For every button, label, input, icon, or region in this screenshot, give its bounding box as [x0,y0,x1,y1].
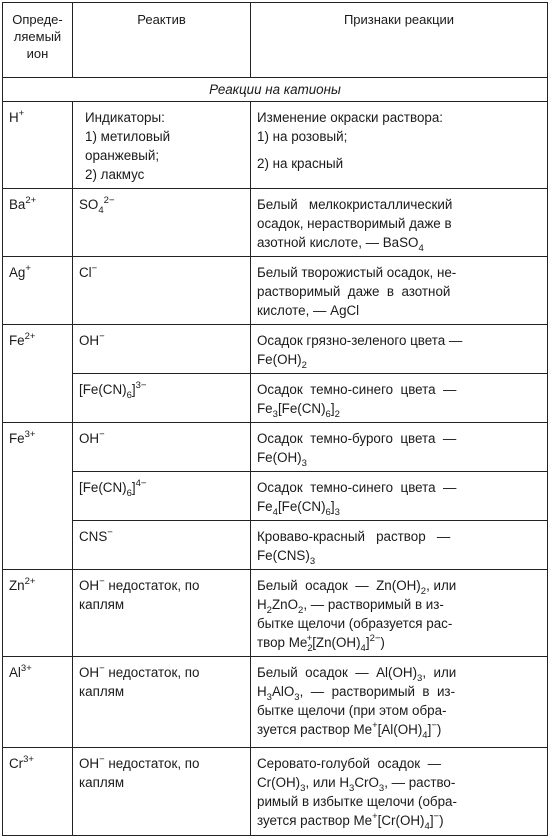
ion-symbol: Zn [9,578,25,593]
ion-cell [3,257,73,325]
sign-line: Серовато-голубой осадок — [257,756,441,771]
formula-subscript: 3 [309,556,316,567]
table-row [3,325,548,374]
sign-text: зуется раствор Me [257,722,373,737]
header-ion-line: Опреде- [12,12,63,27]
signs-cell [251,521,548,570]
sign-text: твор Me [257,635,308,650]
sign-line: Изменение окраски раствора: [257,110,444,125]
sign-line: бытке щелочи (при этом обра- [257,703,447,718]
reagent-formula: OH [79,578,100,593]
reagent-charge: − [99,331,105,342]
sign-text: CrO [354,775,379,790]
header-ion-line: ляемый [13,29,62,44]
sign-text: , — раство- [384,775,456,790]
reagent-formula: SO [79,197,99,212]
sign-line: Осадок грязно-зеленого цвета — [257,333,463,348]
reagent-charge: − [107,527,113,538]
reagent-formula: [Fe(CN) [79,382,127,397]
sign-text: ) [436,722,442,737]
formula-subscript: 4 [418,243,424,254]
table-row [3,657,548,748]
formula-subscript: 3 [349,783,355,794]
reagent-formula: ] [131,480,136,495]
signs-cell [251,325,548,374]
ion-cell [3,325,73,423]
reagent-cell [73,189,251,257]
sign-formula: Fe [257,401,273,416]
table-row [3,374,548,423]
signs-cell [251,472,548,521]
table-row [3,521,548,570]
sign-text: ] [427,722,432,737]
sign-line: Белый мелкокристаллический [257,197,453,212]
formula-subscript: 4 [422,730,428,741]
ion-charge: 2+ [25,195,37,206]
table-row [3,423,548,472]
table-row [3,472,548,521]
ion-cell [3,657,73,748]
ion-charge: 2+ [24,331,36,342]
ion-symbol: H [9,110,19,125]
reagent-charge: − [99,429,105,440]
header-ion [3,3,73,78]
signs-cell [251,748,548,836]
sign-line: азотной кислоте, — BaSO [257,235,419,250]
formula-subscript: 4 [272,507,278,518]
ion-cell [3,748,73,836]
formula-subscript: 6 [325,409,331,420]
formula-subscript: 6 [325,507,331,518]
formula-subscript: 3 [272,409,278,420]
ion-charge: + [25,263,31,274]
formula-subscript: 4 [424,821,430,832]
reagent-charge: − [99,576,105,587]
formula-subscript: 3 [266,692,272,703]
formula-subscript: 2 [420,586,427,597]
reagent-note: каплям [79,684,125,699]
section-row [3,78,548,102]
reagent-charge: − [99,754,105,765]
reagent-charge: 4− [135,478,147,489]
formula-charge: + [306,633,313,644]
formula-subscript: 3 [294,692,300,703]
formula-subscript: 6 [126,390,132,401]
sign-text: H [257,684,267,699]
reagent-charge: 2− [103,195,115,206]
reagent-charge: − [99,663,105,674]
reagent-subscript: 4 [98,205,104,216]
sign-text: , или [422,665,457,680]
signs-cell [251,570,548,657]
sign-line: Белый творожистый осадок, не- [257,265,457,280]
reagent-note: недостаток, по [108,756,200,771]
reagent-cell [73,472,251,521]
signs-cell [251,657,548,748]
formula-subscript: 3 [417,673,423,684]
table-row [3,257,548,325]
sign-text: Белый осадок — Al(OH) [257,665,418,680]
formula-subscript: 3 [300,783,306,794]
reagent-note: недостаток, по [108,578,200,593]
sign-text: H [257,597,267,612]
reagent-formula: Cl [79,265,92,280]
sign-text: , — растворимый в из- [303,597,444,612]
reagent-line: Индикаторы: [85,110,165,125]
reagent-formula: OH [79,665,100,680]
formula-subscript: 3 [301,458,307,469]
ion-symbol: Ba [9,197,26,212]
reagent-line: оранжевый; [85,148,160,163]
sign-line: римый в избытке щелочи (обра- [257,794,457,809]
sign-line: Осадок темно-синего цвета — [257,382,457,397]
header-reagent: Реактив [73,3,251,78]
ion-symbol: Cr [9,756,24,771]
reagent-cell [73,374,251,423]
ion-charge: 2+ [24,576,36,587]
signs-cell [251,102,548,189]
reagent-line: 1) метиловый [85,129,171,144]
formula-subscript: 2 [307,643,313,654]
sign-text: , — растворимый в из- [299,684,456,699]
reagent-formula: OH [79,431,100,446]
sign-line: растворимый даже в азотной [257,284,451,299]
formula-subscript: 2 [266,605,272,616]
ion-symbol: Fe [9,431,25,446]
sign-line: Осадок темно-бурого цвета — [257,431,457,446]
table-row [3,189,548,257]
sign-line: кислоте, — AgCl [257,303,360,318]
reagent-cell [73,325,251,374]
sign-text: зуется раствор Me [257,813,373,828]
formula-charge: + [372,811,378,822]
formula-subscript: 2 [334,409,340,420]
sign-text: ] [365,635,370,650]
reagent-formula: OH [79,333,100,348]
reagent-cell [73,657,251,748]
ion-charge: 3+ [20,663,32,674]
reagent-cell [73,748,251,836]
sign-formula: Fe [257,499,273,514]
ion-symbol: Ag [9,265,26,280]
header-ion-line: ион [26,46,49,61]
sign-text: , или [426,578,457,593]
sign-line: осадок, нерастворимый даже в [257,216,452,231]
sign-text: [Cr(OH) [377,813,425,828]
formula-charge: − [431,720,437,731]
ion-cell [3,570,73,657]
reagent-cell [73,102,251,189]
ion-cell [3,189,73,257]
reagent-cell [73,257,251,325]
reagent-note: каплям [79,597,125,612]
sign-text: ZnO [271,597,299,612]
table-row [3,102,548,189]
formula-subscript: 3 [334,507,340,518]
sign-formula: ] [330,401,335,416]
formula-charge: − [433,811,440,822]
ion-charge: 3+ [24,429,36,440]
sign-formula: [Fe(CN) [277,499,326,514]
sign-text: [Al(OH) [377,722,423,737]
reagent-formula: OH [79,756,100,771]
reagent-formula: ] [131,382,136,397]
signs-cell [251,189,548,257]
sign-text: Белый осадок — Zn(OH) [257,578,421,593]
sign-formula: ] [330,499,335,514]
reagent-note: каплям [79,775,125,790]
formula-subscript: 6 [126,488,132,499]
reagent-note: недостаток, по [108,665,200,680]
ion-cell [3,423,73,570]
formula-subscript: 2 [298,605,304,616]
signs-cell [251,257,548,325]
section-title: Реакции на катионы [3,78,548,102]
sign-line: 1) на розовый; [257,129,348,144]
sign-text: ] [429,813,434,828]
sign-formula: Fe(CNS) [257,548,310,563]
reagent-formula: [Fe(CN) [79,480,127,495]
reagent-line: 2) лакмус [85,167,145,182]
formula-charge: 2− [369,633,381,644]
ion-symbol: Fe [9,333,25,348]
signs-cell [251,374,548,423]
reagent-cell [73,570,251,657]
sign-text: ) [380,635,385,650]
formula-subscript: 4 [360,643,366,654]
ion-symbol: Al [9,665,21,680]
qualitative-reactions-table [2,2,548,836]
sign-text: , или H [305,775,350,790]
sign-text: ) [439,813,444,828]
sign-formula: Fe(OH) [257,450,302,465]
reagent-cell [73,423,251,472]
formula-subscript: 2 [301,360,307,371]
sign-formula: [Fe(CN) [277,401,326,416]
ion-cell [3,102,73,189]
sign-text: [Zn(OH) [312,635,361,650]
reagent-charge: 3− [135,380,147,391]
sign-line: Кроваво-красный раствор — [257,529,451,544]
header-row [3,3,548,78]
sign-text: Cr(OH) [257,775,301,790]
sign-line: бытке щелочи (образуется рас- [257,616,453,631]
sign-line: 2) на красный [257,156,344,171]
sign-formula: Fe(OH) [257,352,302,367]
reagent-formula: CNS [79,529,108,544]
header-signs: Признаки реакции [251,3,548,78]
sign-line: Осадок темно-синего цвета — [257,480,457,495]
table-row [3,748,548,836]
ion-charge: + [18,108,25,119]
ion-charge: 3+ [23,754,34,765]
reagent-charge: − [91,263,98,274]
signs-cell [251,423,548,472]
table-row [3,570,548,657]
formula-subscript: 3 [378,783,385,794]
sign-text: AlO [271,684,295,699]
reagent-cell [73,521,251,570]
formula-charge: + [372,720,378,731]
